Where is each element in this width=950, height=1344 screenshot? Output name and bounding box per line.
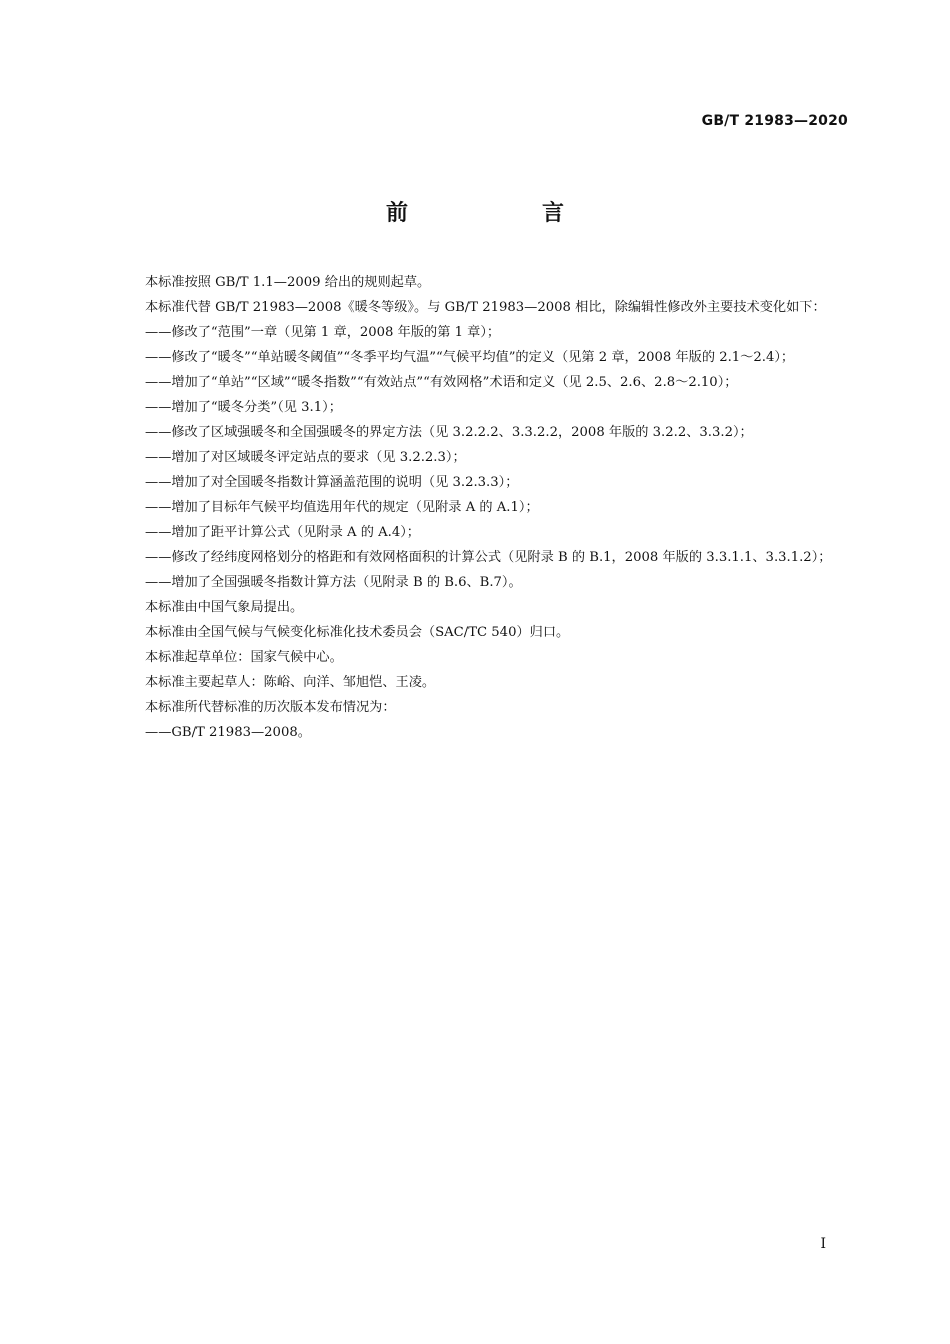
change-item: ——增加了全国强暖冬指数计算方法（见附录 B 的 B.6、B.7）。 — [145, 575, 522, 590]
change-item: ——增加了“暖冬分类”（见 3.1）； — [145, 400, 342, 415]
paragraph: 本标准按照 GB/T 1.1—2009 给出的规则起草。 — [145, 275, 431, 290]
history-item: ——GB/T 21983—2008。 — [145, 725, 311, 740]
change-item: ——修改了“暖冬”“单站暖冬阈值”“冬季平均气温”“气候平均值”的定义（见第 2 章，2008 年版的 2.1～2.4）； — [145, 350, 795, 365]
change-item: ——增加了对全国暖冬指数计算涵盖范围的说明（见 3.2.3.3）； — [145, 475, 519, 490]
change-item: ——修改了经纬度网格划分的格距和有效网格面积的计算公式（见附录 B 的 B.1，2008 年版的 3.3.1.1、3.3.1.2）； — [145, 550, 832, 565]
paragraph: 本标准起草单位：国家气候中心。 — [145, 650, 343, 665]
paragraph: 本标准主要起草人：陈峪、向洋、邹旭恺、王凌。 — [145, 675, 436, 690]
change-item: ——增加了“单站”“区域”“暖冬指数”“有效站点”“有效网格”术语和定义（见 2.5、2.6、2.8～2.10）； — [145, 375, 738, 390]
change-item: ——增加了目标年气候平均值选用年代的规定（见附录 A 的 A.1）； — [145, 500, 539, 515]
paragraph: 本标准代替 GB/T 21983—2008《暖冬等级》。与 GB/T 21983—2008 相比，除编辑性修改外主要技术变化如下： — [145, 300, 826, 315]
change-item: ——增加了对区域暖冬评定站点的要求（见 3.2.2.3）； — [145, 450, 466, 465]
standard-code: GB/T 21983—2020 — [701, 113, 848, 129]
page-number: I — [820, 1236, 826, 1252]
document-body — [112, 270, 852, 745]
change-item: ——增加了距平计算公式（见附录 A 的 A.4）； — [145, 525, 420, 540]
paragraph: 本标准由中国气象局提出。 — [145, 600, 304, 615]
paragraph: 本标准所代替标准的历次版本发布情况为： — [145, 700, 396, 715]
page-title: 前 言 — [385, 201, 620, 226]
change-item: ——修改了“范围”一章（见第 1 章，2008 年版的第 1 章）； — [145, 325, 501, 340]
change-item: ——修改了区域强暖冬和全国强暖冬的界定方法（见 3.2.2.2、3.3.2.2，2008 年版的 3.2.2、3.3.2）； — [145, 425, 753, 440]
paragraph: 本标准由全国气候与气候变化标准化技术委员会（SAC/TC 540）归口。 — [145, 625, 570, 640]
